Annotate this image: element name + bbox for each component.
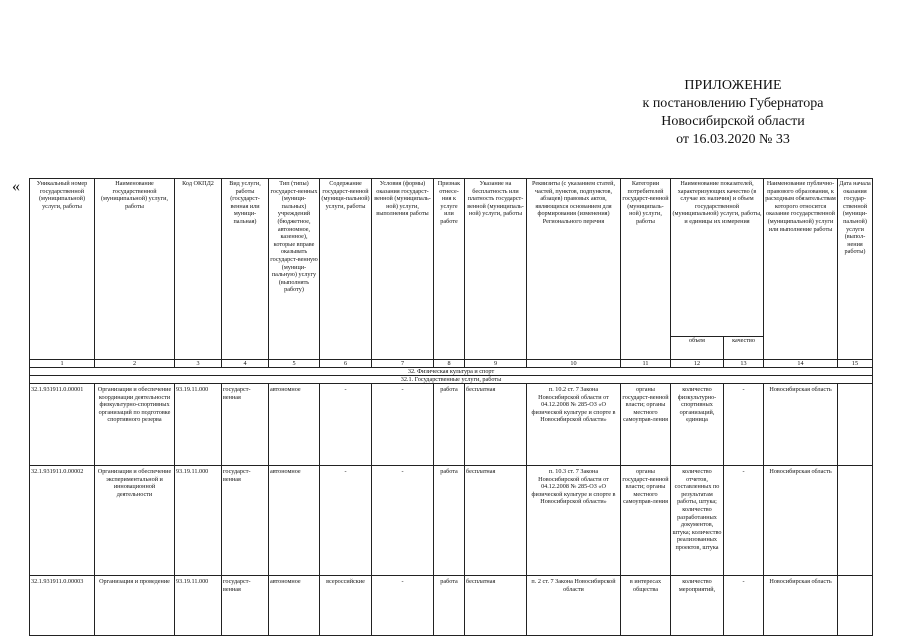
quality-indicator: - (724, 576, 764, 636)
column-header-14: Наименование публично-правового образования, к расходным обязательствам которого относится оказание государственной (муниципальной) услуги или выполнение работы (764, 179, 838, 360)
column-header-10: Реквизиты (с указанием статей, частей, пунктов, подпунктов, абзацев) правовых актов, являющихся основанием для формирования (изменения) Регионального перечня (527, 179, 621, 360)
service-code: 32.1.931911.0.00001 (30, 384, 95, 466)
legal-basis: п. 2 ст. 7 Закона Новосибирской области (527, 576, 621, 636)
column-header-3: Код ОКПД2 (175, 179, 222, 360)
consumer-categories: органы государст-венной власти; органы местного самоуправ-ления (621, 384, 671, 466)
column-header-1: Уникальный номер государственной (муниципальной) услуги, работы (30, 179, 95, 360)
opening-quote-mark: « (12, 178, 20, 195)
appendix-header (598, 77, 868, 149)
column-number-row (30, 360, 873, 368)
table-header-row (30, 179, 873, 337)
column-number: 5 (269, 360, 320, 368)
service-code: 32.1.931911.0.00003 (30, 576, 95, 636)
subsection-title: 32.1. Государственные услуги, работы (30, 376, 873, 384)
service-content: - (320, 384, 372, 466)
subheader-quality: качество (724, 336, 764, 359)
okpd2-code: 93.19.11.000 (175, 576, 222, 636)
column-header-8: Признак отнесе-ния к услуге или работе (434, 179, 465, 360)
subsection-row (30, 376, 873, 384)
service-content: - (320, 466, 372, 576)
services-table (29, 178, 873, 636)
column-number: 8 (434, 360, 465, 368)
service-name: Организация и обеспечение координации деятельности физкультурно-спортивных организаций по подготовке спортивного резерва (95, 384, 175, 466)
appendix-line-2: Новосибирской области (661, 114, 805, 129)
start-date (838, 384, 873, 466)
institution-type: автономное (269, 384, 320, 466)
service-or-work-flag: работа (434, 384, 465, 466)
start-date (838, 576, 873, 636)
column-header-12: Наименование показателей, характеризующих качество (в случае их наличия) и объем государственной (муниципальной) услуги, работы, и единицы их измерения (671, 179, 764, 337)
consumer-categories: органы государст-венной власти; органы местного самоуправ-ления (621, 466, 671, 576)
service-or-work-flag: работа (434, 466, 465, 576)
service-conditions: - (372, 466, 434, 576)
table-row (30, 466, 873, 576)
paid-or-free: бесплатная (465, 384, 527, 466)
service-conditions: - (372, 384, 434, 466)
column-header-15: Дата начала оказания государ-ственной (муници-пальной) услуги (выпол-нения работы) (838, 179, 873, 360)
appendix-line-1: к постановлению Губернатора (642, 96, 824, 111)
legal-basis: п. 10.3 ст. 7 Закона Новосибирской области от 04.12.2008 № 285-ОЗ «О физической культуре и спорте в Новосибирской области» (527, 466, 621, 576)
column-header-2: Наименование государственной (муниципальной) услуги, работы (95, 179, 175, 360)
public-entity: Новосибирская область (764, 466, 838, 576)
volume-indicator: количество мероприятий, (671, 576, 724, 636)
section-row (30, 368, 873, 376)
column-number: 12 (671, 360, 724, 368)
institution-type: автономное (269, 466, 320, 576)
public-entity: Новосибирская область (764, 384, 838, 466)
volume-indicator: количество физкультурно-спортивных организаций, единица (671, 384, 724, 466)
column-number: 10 (527, 360, 621, 368)
table-row (30, 576, 873, 636)
quality-indicator: - (724, 384, 764, 466)
consumer-categories: в интересах общества (621, 576, 671, 636)
column-number: 14 (764, 360, 838, 368)
okpd2-code: 93.19.11.000 (175, 384, 222, 466)
column-header-11: Категории потребителей государст-венной (муниципаль-ной) услуги, работы (621, 179, 671, 360)
service-name: Организация и проведение (95, 576, 175, 636)
column-number: 6 (320, 360, 372, 368)
service-kind: государст-венная (222, 384, 269, 466)
column-number: 11 (621, 360, 671, 368)
paid-or-free: бесплатная (465, 576, 527, 636)
column-header-5: Тип (типы) государст-венных (муници-пальных) учреждений (бюджетное, автономное, казенное), которые вправе оказывать государст-венную (муници-пальную) услугу (выполнять работу) (269, 179, 320, 360)
column-number: 4 (222, 360, 269, 368)
column-header-9: Указание на бесплатность или платность государст-венной (муниципаль-ной) услуги, работы (465, 179, 527, 360)
quality-indicator: - (724, 466, 764, 576)
column-number: 15 (838, 360, 873, 368)
service-name: Организация и обеспечение экспериментальной и инновационной деятельности (95, 466, 175, 576)
service-conditions: - (372, 576, 434, 636)
column-number: 9 (465, 360, 527, 368)
appendix-line-3: от 16.03.2020 № 33 (676, 132, 790, 147)
service-code: 32.1.931911.0.00002 (30, 466, 95, 576)
service-content: всероссийские (320, 576, 372, 636)
column-header-7: Условия (формы) оказания государст-венной (муниципаль-ной) услуги, выполнения работы (372, 179, 434, 360)
paid-or-free: бесплатная (465, 466, 527, 576)
section-title: 32. Физическая культура и спорт (30, 368, 873, 376)
column-header-4: Вид услуги, работы (государст-венная или муници-пальная) (222, 179, 269, 360)
service-kind: государст-венная (222, 576, 269, 636)
column-number: 1 (30, 360, 95, 368)
subheader-volume: объем (671, 336, 724, 359)
column-number: 7 (372, 360, 434, 368)
service-or-work-flag: работа (434, 576, 465, 636)
public-entity: Новосибирская область (764, 576, 838, 636)
volume-indicator: количество отчетов, составленных по результатам работы, штука; количество разработанных документов, штука; количество реализованных проектов, штука (671, 466, 724, 576)
legal-basis: п. 10.2 ст. 7 Закона Новосибирской области от 04.12.2008 № 285-ОЗ «О физической культуре и спорте в Новосибирской области» (527, 384, 621, 466)
institution-type: автономное (269, 576, 320, 636)
column-number: 13 (724, 360, 764, 368)
column-number: 2 (95, 360, 175, 368)
appendix-title: ПРИЛОЖЕНИЕ (684, 78, 782, 93)
service-kind: государст-венная (222, 466, 269, 576)
column-number: 3 (175, 360, 222, 368)
okpd2-code: 93.19.11.000 (175, 466, 222, 576)
start-date (838, 466, 873, 576)
column-header-6: Содержание государст-венной (муници-пальной) услуги, работы (320, 179, 372, 360)
services-table-wrapper (29, 178, 872, 636)
table-row (30, 384, 873, 466)
